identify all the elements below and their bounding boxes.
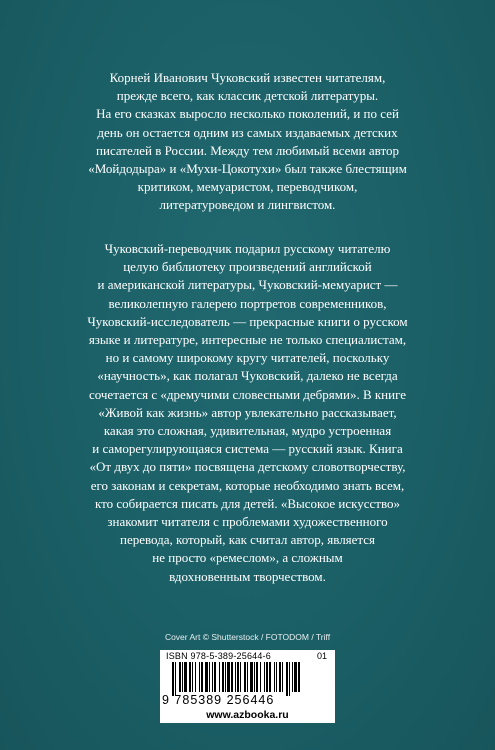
barcode-bar-12	[212, 662, 213, 692]
barcode-bar-31	[274, 662, 275, 692]
text-line: кто собирается писать для детей. «Высокое искусство»	[94, 495, 401, 511]
barcode-bar-22	[244, 662, 246, 692]
text-line: «Живой как жизнь» автор увлекательно рассказывает,	[98, 404, 397, 420]
text-line: вдохновенным творчеством.	[169, 568, 326, 584]
isbn-number: ISBN 978-5-389-25644-6	[166, 651, 271, 661]
barcode-bar-17	[227, 662, 230, 692]
barcode-addon-number: 01	[316, 651, 327, 661]
barcode-bar-23	[247, 662, 248, 692]
barcode-bar-11	[209, 662, 210, 692]
text-line: языке и литературе, интересные не только специалистам,	[88, 332, 407, 348]
text-line: перевода, который, как считал автор, является	[119, 532, 376, 548]
barcode-bar-1	[175, 662, 176, 696]
barcode-bar-6	[192, 662, 193, 692]
text-line: сочетается с «дремучими словесными дебрями». В книге	[88, 386, 407, 402]
barcode-bar-19	[235, 662, 236, 692]
ean-digits: 9 785389 256446	[162, 693, 275, 707]
barcode-bar-7	[195, 662, 196, 692]
text-line: критиком, мемуаристом, переводчиком,	[137, 179, 358, 195]
barcode-bar-8	[199, 662, 200, 692]
description-paragraph-1	[60, 69, 435, 215]
barcode-bar-39	[298, 662, 300, 692]
text-line: «научность», как полагал Чуковский, далеко не всегда	[97, 368, 398, 384]
text-line: знакомит читателя с проблемами художественного	[107, 514, 388, 530]
barcode-bar-14	[219, 662, 220, 692]
barcode-bar-10	[205, 662, 208, 692]
text-line: На его сказках выросло несколько поколений, и по сей	[96, 106, 399, 122]
barcode-label	[160, 650, 335, 723]
text-line: целую библиотеку произведений английской	[123, 259, 372, 275]
barcode-bar-15	[222, 662, 224, 692]
text-line: но и самому широкому кругу читателей, поскольку	[105, 350, 390, 366]
text-line: Чуковский-переводчик подарил русскому читателю	[104, 241, 391, 256]
barcode-bar-24	[250, 662, 253, 692]
text-line: «Мойдодыра» и «Мухи-Цокотухи» был также блестящим	[88, 161, 407, 177]
text-line: Корней Иванович Чуковский известен читателям,	[109, 70, 386, 85]
text-line: прежде всего, как классик детской литературы.	[116, 88, 379, 104]
barcode-bar-4	[184, 662, 187, 692]
text-line: день он остается одним из самых издаваемых детских	[97, 124, 398, 140]
barcode-bar-5	[189, 662, 191, 692]
barcode-bar-2	[179, 662, 181, 692]
barcode-bar-32	[276, 662, 277, 692]
barcode-bar-18	[231, 662, 233, 692]
text-line: «От двух до пяти» посвящена детскому словотворчеству,	[89, 459, 406, 475]
barcode-bar-38	[294, 662, 297, 692]
barcode-bar-26	[256, 662, 258, 692]
cover-art-credit: Cover Art © Shutterstock / FOTODOM / Triff	[164, 632, 331, 642]
barcode-bar-29	[266, 662, 268, 692]
barcode-bar-3	[182, 662, 183, 692]
text-line: великолепную галерею портретов современников,	[108, 295, 387, 311]
publisher-website: www.azbooka.ru	[160, 708, 335, 722]
barcode-bar-9	[201, 662, 203, 692]
text-line: Чуковский-исследователь — прекрасные книги о русском	[87, 313, 408, 329]
barcode-bar-0	[172, 662, 174, 696]
barcode-bar-37	[292, 662, 293, 692]
barcode-bar-16	[225, 662, 226, 692]
text-line: какая это сложная, удивительная, мудро устроенная	[103, 423, 392, 439]
barcode-bar-27	[260, 662, 261, 692]
barcode-bar-28	[264, 662, 265, 692]
barcode-bar-21	[240, 662, 241, 692]
barcode-bar-25	[254, 662, 255, 692]
text-line: не просто «ремеслом», а сложным	[152, 550, 343, 566]
barcode-bar-35	[286, 662, 288, 696]
text-line: и саморегулирующаяся система — русский язык. Книга	[92, 441, 403, 457]
text-line: и американской литературы, Чуковский-мемуарист —	[97, 277, 398, 293]
text-line: его законам и секретам, которые необходимо знать всем,	[90, 477, 405, 493]
text-line: литературоведом и лингвистом.	[159, 197, 336, 213]
description-paragraph-2	[60, 240, 435, 586]
barcode-bar-13	[214, 662, 216, 692]
text-line: писателей в России. Между тем любимый всеми автор	[96, 142, 399, 158]
barcode-bar-33	[279, 662, 281, 692]
barcode-bar-30	[269, 662, 271, 692]
barcode-bar-36	[289, 662, 290, 696]
barcode-bar-34	[282, 662, 283, 692]
barcode-bar-20	[237, 662, 239, 692]
